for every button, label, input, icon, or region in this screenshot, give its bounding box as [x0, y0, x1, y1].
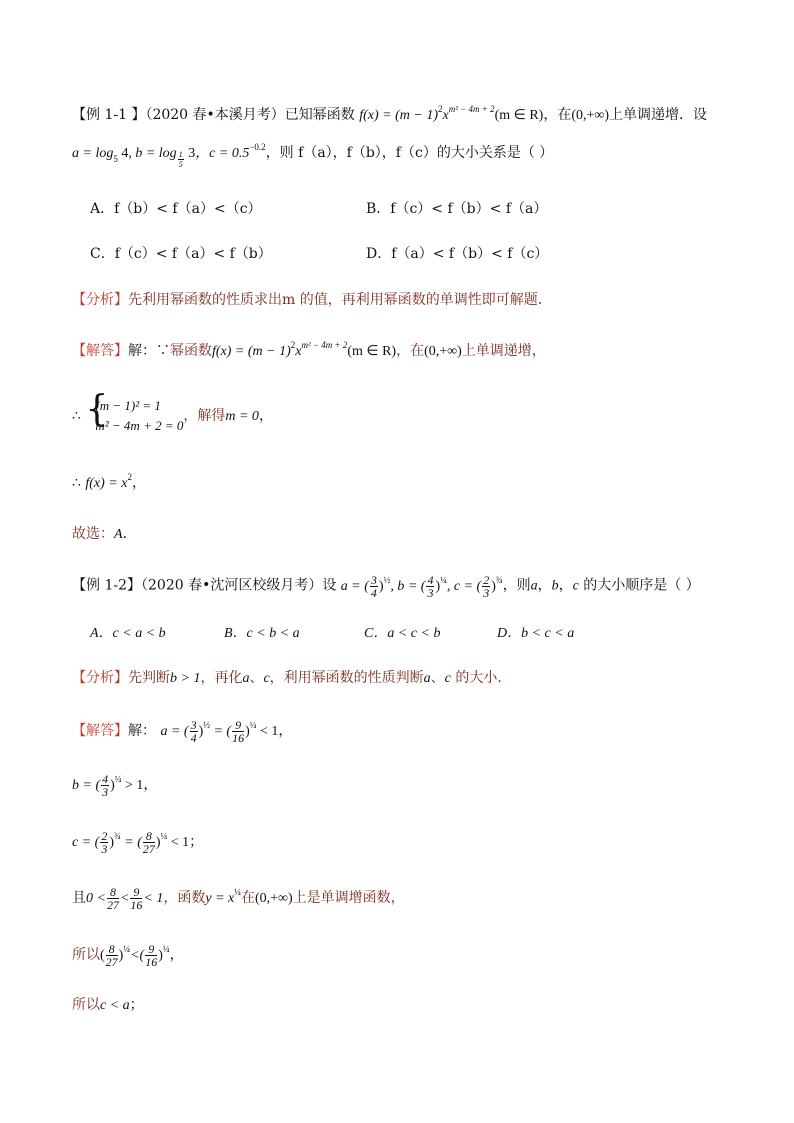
ex1-stem-b: ，在 — [543, 107, 572, 123]
ex1-sol-d: 上单调递增， — [461, 343, 546, 359]
ex2-option-b: B．c < b < a — [224, 626, 300, 641]
ex1-solution-line1 — [72, 342, 546, 361]
ex2-l4-h: 在 — [240, 890, 255, 906]
ex1-option-a: A．f（b）< f（a）<（c） — [90, 201, 262, 217]
ex2-analysis-b: b > 1 — [170, 671, 201, 686]
ex2-l5-a: 所以 — [72, 947, 100, 963]
ex1-analysis — [72, 291, 552, 309]
ex2-analysis-d: a — [242, 671, 250, 686]
ex1-therefore: ∴ — [72, 408, 81, 424]
ex2-analysis-f: c — [263, 671, 270, 686]
ex1-source: （2020 春•本溪月考） — [145, 107, 285, 123]
ex1-stem-line2 — [72, 144, 553, 169]
ex2-l1: a = ( $\frac{3}{4}$ )$^{\frac{1}{2}}$ = ( $\frac{9}{16}$ )$^{\frac{1}{4}}$ < 1， — [160, 718, 293, 746]
ex2-l4-func: $y = x^{\frac{1}{4}}$ — [205, 887, 241, 906]
ex1-m-value: m = 0 — [225, 409, 259, 424]
ex2-analysis-a: 先判断 — [128, 670, 170, 686]
ex1-sol-a: 解： — [128, 343, 156, 359]
ex2-l4-f: ，函数 — [163, 890, 206, 906]
ex1-sol-c: ，在 — [396, 343, 425, 359]
ex2-analysis-tag: 【分析】 — [72, 670, 128, 686]
ex2-l5-line — [72, 942, 184, 969]
ex1-equation-system: { (m − 1)² = 1 m² − 4m + 2 = 0 — [85, 389, 184, 433]
ex2-solution-tag: 【解答】 — [72, 723, 128, 739]
ex1-sol-func: $f(x) = (m - 1)^2x^{m^2 - 4m + 2}(m$ ∈ R) — [212, 340, 397, 359]
ex2-analysis-g: ，利用幂函数的性质判断 — [269, 670, 424, 686]
ex2-option-d: D．b < c < a — [497, 626, 575, 641]
ex1-b-def: , b = log $\frac{1}{5}$ 3 — [128, 146, 196, 169]
ex2-l6-c: ； — [129, 997, 144, 1013]
ex2-analysis-e: 、 — [249, 670, 264, 686]
ex2-analysis-h: a — [423, 671, 431, 686]
ex2-tag: 【例 1-2】 — [72, 577, 141, 594]
ex1-result-line — [72, 474, 146, 493]
ex1-sol-interval: (0,+∞) — [424, 344, 462, 359]
ex2-solution-line1 — [72, 718, 292, 745]
ex2-option-c: C．a < c < b — [364, 626, 441, 641]
ex1-system-line — [72, 389, 273, 440]
ex2-stem-e: b — [551, 578, 559, 594]
ex2-c-def: , c = ( $\frac{2}{3}$ )$^{\frac{3}{4}}$ — [446, 573, 503, 600]
ex2-l5-ineq: ( $\frac{8}{27}$ )$^{\frac{1}{4}}$<( $\frac{9}{16}$ )$^{\frac{1}{4}}$ — [100, 942, 170, 970]
ex2-l3-line — [72, 829, 203, 856]
ex1-c-def: ，$c = 0.5^{-0.2}$ — [195, 142, 266, 161]
ex1-analysis-text: 先利用幂函数的性质求出m 的值，再利用幂函数的单调性即可解题． — [128, 292, 552, 308]
ex1-stem-c: 上单调递增．设 — [609, 107, 708, 123]
ex1-because: ∵ — [156, 343, 170, 359]
ex2-stem-b: ，则 — [502, 577, 531, 594]
ex2-option-a: A．c < a < b — [90, 626, 166, 641]
ex1-answer: A — [114, 527, 123, 542]
ex1-analysis-tag: 【分析】 — [72, 292, 128, 308]
ex1-sol-b: 幂函数 — [170, 343, 212, 359]
ex2-stem-c: a — [530, 578, 538, 594]
ex2-stem-a: 设 — [322, 577, 337, 594]
ex1-period: ． — [122, 526, 137, 542]
ex2-stem-d: ， — [537, 577, 552, 594]
ex2-analysis — [72, 669, 511, 688]
ex1-solution-tag: 【解答】 — [72, 343, 128, 359]
ex1-fx-result: $f(x) = x^2$ — [85, 472, 132, 491]
ex2-l2: b = ( $\frac{4}{3}$ )$^{\frac{1}{4}}$ > 1， — [72, 772, 158, 800]
ex2-stem-g: c — [572, 578, 579, 594]
ex2-l4-ineq: 0 < $\frac{8}{27}$ < $\frac{9}{16}$ < 1 — [86, 885, 164, 913]
ex2-l4-a: 且 — [72, 890, 86, 906]
ex1-comma: ， — [258, 408, 273, 424]
ex2-l4-j: 上是单调增函数， — [292, 890, 405, 906]
ex1-choose-line — [72, 525, 137, 544]
ex2-l5-c: ， — [169, 947, 184, 963]
ex2-l4-interval: (0,+∞) — [254, 891, 293, 906]
ex2-analysis-c: ，再化 — [200, 670, 243, 686]
ex1-a-def: $a = \log_5 4$ — [72, 146, 129, 164]
ex1-stem-a: 已知幂函数 — [284, 107, 355, 123]
ex1-func: $f(x) = (m - 1)^2x^{m^2 - 4m + 2}(m$ ∈ R) — [359, 104, 544, 123]
ex2-stem — [72, 574, 700, 599]
ex2-stem-f: ， — [558, 577, 573, 594]
ex1-stem-line1 — [72, 106, 707, 125]
ex2-analysis-k: 的大小． — [450, 670, 512, 686]
ex1-tag: 【例 1-1 】 — [72, 107, 146, 123]
ex2-analysis-j: c — [444, 671, 451, 686]
ex2-l6-a: 所以 — [72, 997, 100, 1013]
ex2-l3: c = ( $\frac{2}{3}$ )$^{\frac{3}{4}}$ = ( $\frac{8}{27}$ )$^{\frac{1}{4}}$ < 1； — [72, 829, 204, 857]
ex1-stem-d: ，则 f（a），f（b），f（c）的大小关系是（ ） — [265, 145, 554, 161]
ex2-sol-a: 解： — [128, 723, 156, 739]
ex1-interval: (0,+∞) — [571, 108, 610, 123]
ex2-a-def: a = ( $\frac{3}{4}$ )$^{\frac{1}{2}}$ — [340, 573, 391, 600]
ex2-source: （2020 春•沈河区校级月考） — [141, 577, 323, 594]
ex1-option-d: D．f（a）< f（b）< f（c） — [366, 246, 549, 262]
ex2-stem-h: 的大小顺序是（ ） — [578, 577, 700, 594]
ex1-option-c: C．f（c）< f（a）< f（b） — [90, 246, 272, 262]
ex1-option-b: B．f（c）< f（b）< f（a） — [366, 201, 548, 217]
ex2-l2-line — [72, 772, 157, 799]
ex1-comma-2: ， — [131, 475, 146, 491]
ex1-choose: 故选： — [72, 526, 114, 542]
ex2-l6-line — [72, 996, 144, 1015]
ex2-b-def: , b = ( $\frac{4}{3}$ )$^{\frac{1}{4}}$ — [390, 573, 447, 600]
ex1-therefore-2: ∴ — [72, 475, 81, 491]
ex2-l6-b: c < a — [100, 998, 130, 1013]
ex1-solve: ，解得 — [183, 408, 226, 424]
ex2-analysis-i: 、 — [430, 670, 445, 686]
ex2-l4-line — [72, 885, 405, 912]
